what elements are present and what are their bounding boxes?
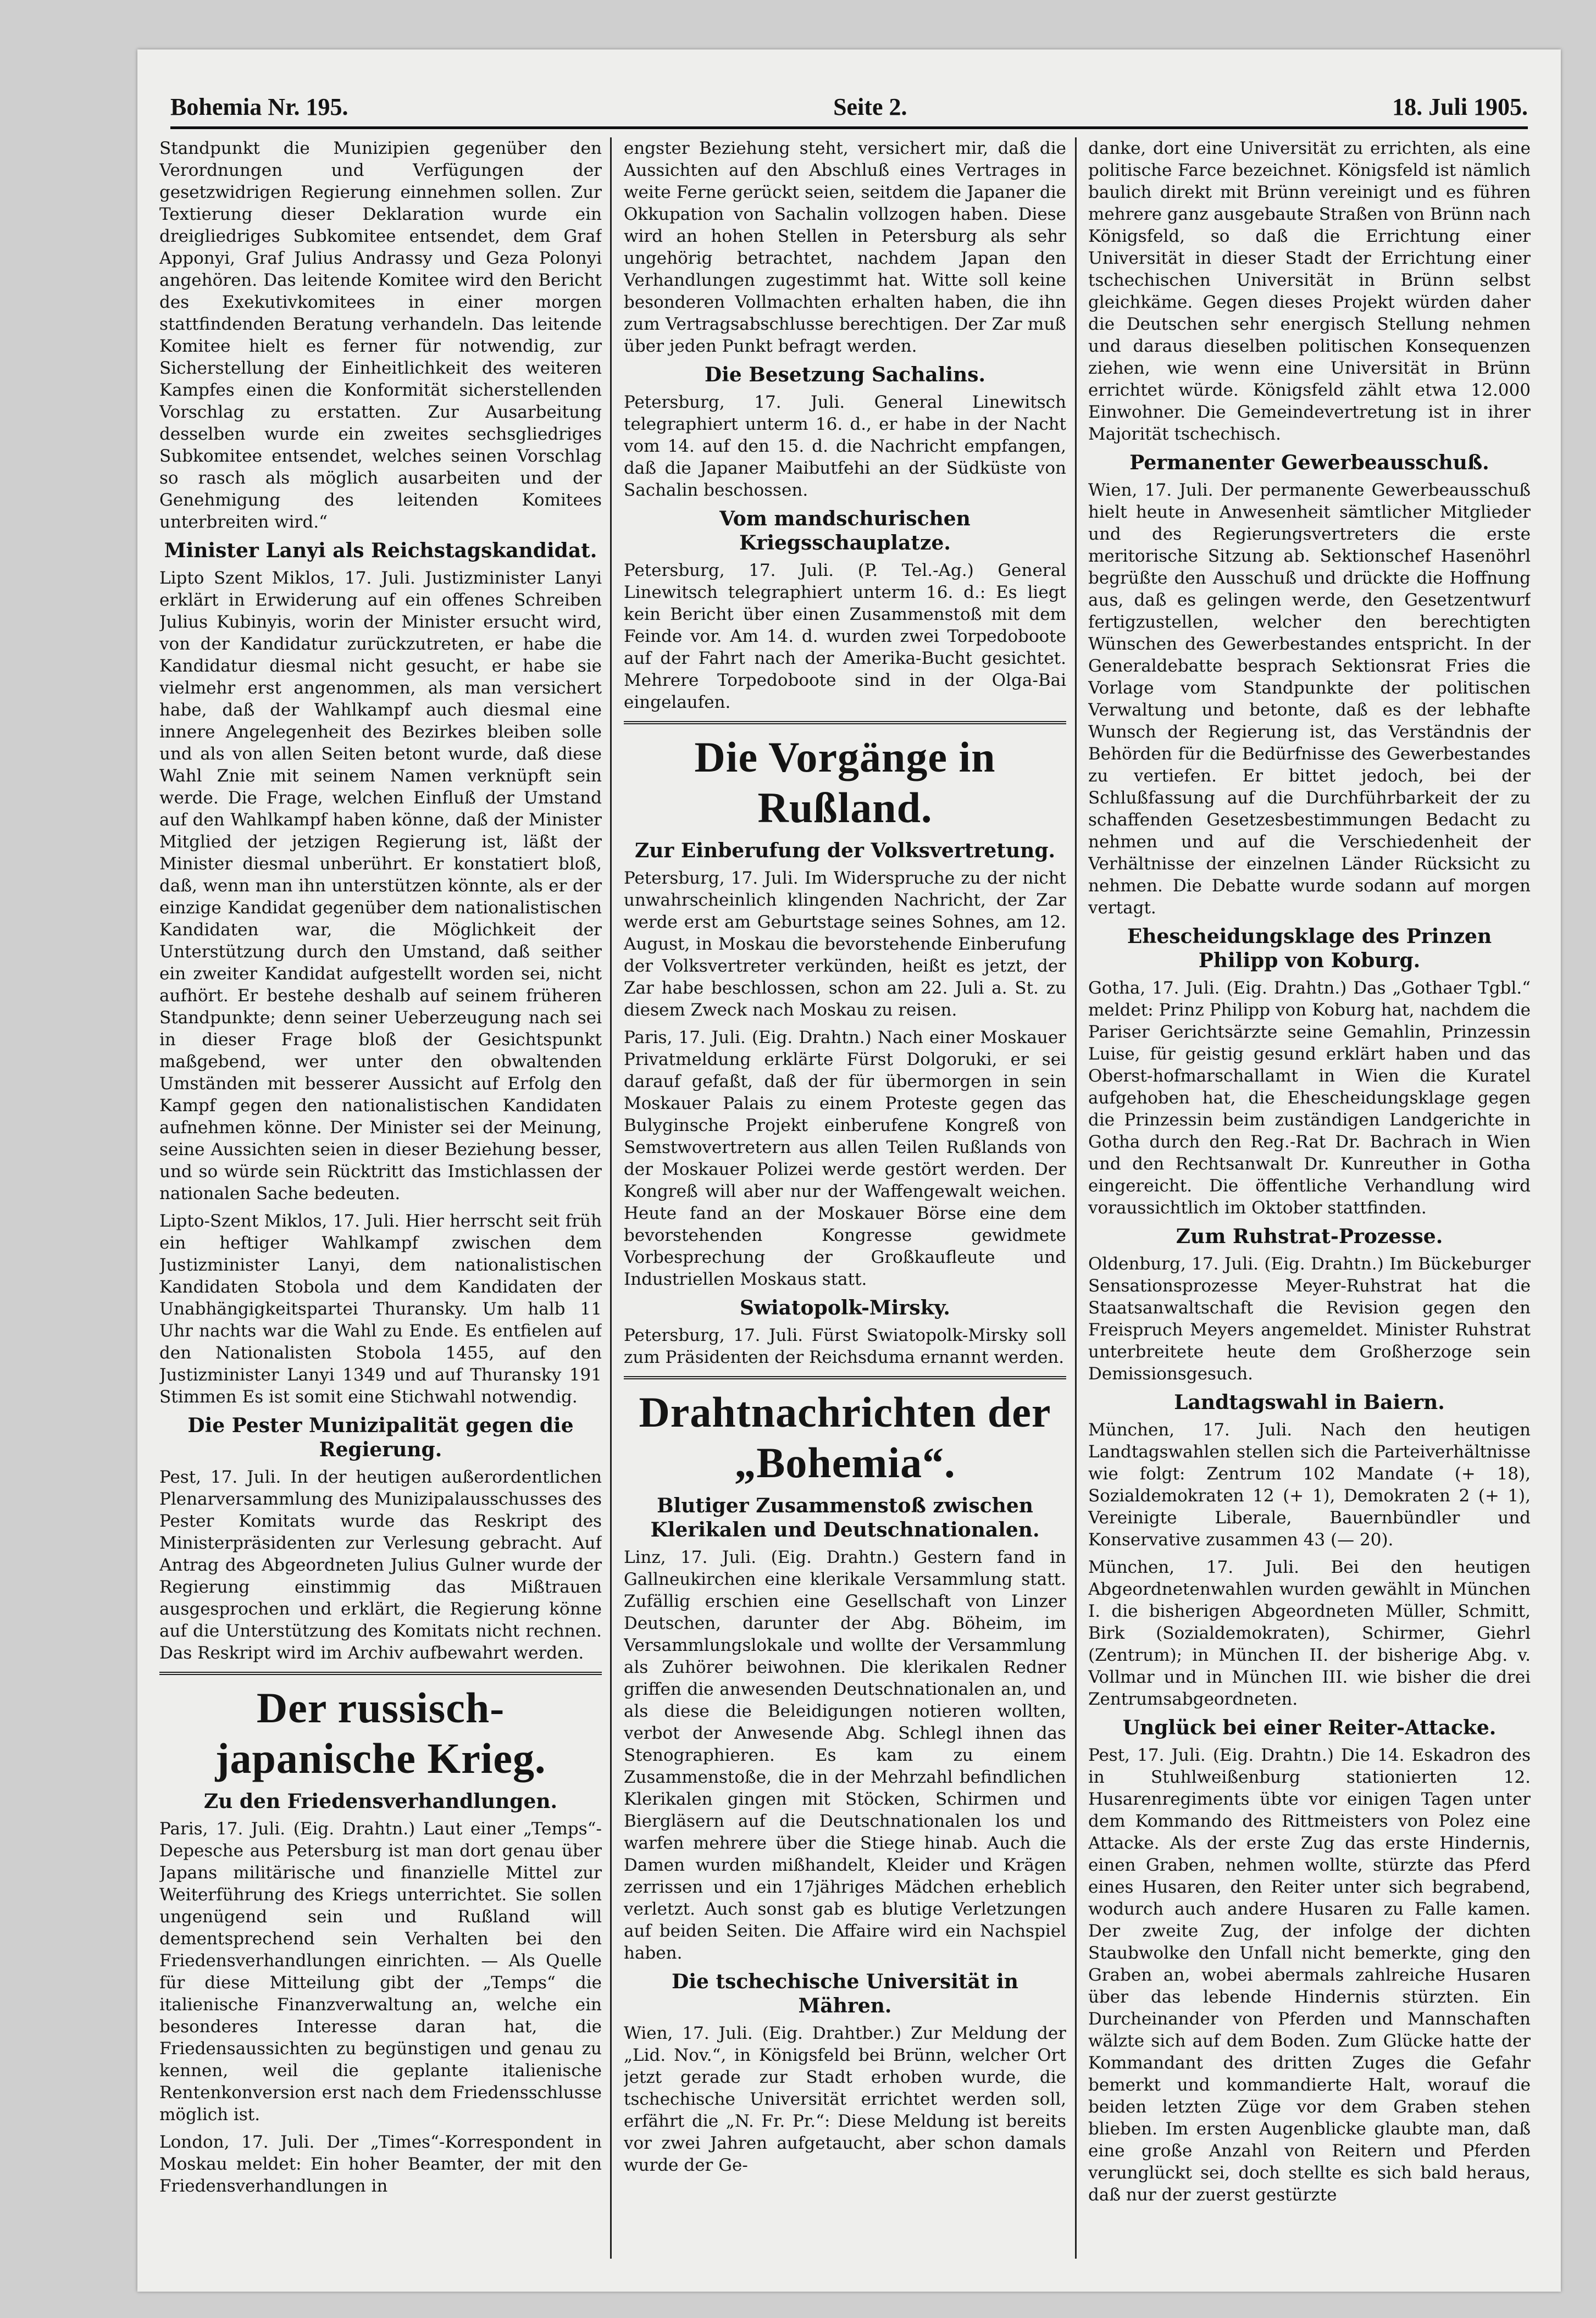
- article-heading: Die Besetzung Sachalins.: [704, 363, 986, 386]
- column-3: [1088, 137, 1531, 2270]
- article-text: Petersburg, 17. Juli. (P. Tel.-Ag.) General Linewitsch telegraphiert unterm 16. d.: Es liegt kein Bericht über einen Zusammenstoß mit dem Feinde vor. Am 14. d. wurden zwei Torpedoboote auf der Fahrt nach der Amerika-Bucht gesichtet. Mehrere Torpedoboote sind in der Olga-Bai eingelaufen.: [624, 561, 1066, 712]
- article-heading: Die Pester Munizipalität gegen die Regierung.: [187, 1414, 574, 1461]
- column-2: [624, 137, 1066, 2270]
- section-heading: Die Vorgänge in Rußland.: [694, 733, 996, 831]
- article-heading: Blutiger Zusammenstoß zwischen Klerikalen und Deutschnationalen.: [650, 1494, 1040, 1541]
- article-text: Petersburg, 17. Juli. General Linewitsch telegraphiert unterm 16. d., er habe in der Nacht vom 14. auf den 15. d. die Nachricht empfangen, daß die Japaner Maibutfehi an der Südküste von Sachalin beschossen.: [624, 392, 1066, 500]
- article-heading: Zu den Friedensverhandlungen.: [203, 1790, 558, 1813]
- article-text: danke, dort eine Universität zu errichten, als eine politische Farce bezeichnet. Königsfeld ist nämlich baulich direkt mit Brünn vereinigt und es führen mehrere ganz ausgebaute Straßen von Brünn nach Königsfeld, so daß die Errichtung einer Universität in dieser Stadt der Errichtung einer tschechischen Universität in Brünn selbst gleichkäme. Gegen dieses Projekt würden daher die Deutschen sehr energisch Stellung nehmen und daraus dieselben politischen Konsequenzen ziehen, wie wenn eine Universität in Brünn errichtet würde. Königsfeld zählt etwa 12.000 Einwohner. Die Gemeindevertretung ist in ihrer Majorität tschechisch.: [1088, 138, 1531, 444]
- article-text: Oldenburg, 17. Juli. (Eig. Drahtn.) Im Bückeburger Sensationsprozesse Meyer-Ruhstrat hat die Staatsanwaltschaft die Revision gegen den Freispruch Meyers angemeldet. Minister Ruhstrat unterbreitete heute dem Großherzoge sein Demissionsgesuch.: [1088, 1254, 1531, 1384]
- article-text: Petersburg, 17. Juli. Im Widerspruche zu der nicht unwahrscheinlich klingenden Nachricht, der Zar werde erst am Geburtstage seines Sohnes, am 12. August, in Moskau die bevorstehende Einberufung der Volksvertreter verkünden, heißt es jetzt, der Zar habe beschlossen, schon am 22. Juli a. St. zu diesem Zweck nach Moskau zu reisen.: [624, 868, 1066, 1020]
- header-issue: Bohemia Nr. 195.: [170, 93, 348, 120]
- article-text: London, 17. Juli. Der „Times“-Korrespondent in Moskau meldet: Ein hoher Beamter, der mit den Friedensverhandlungen in: [159, 2132, 602, 2196]
- article-heading: Zur Einberufung der Volksvertretung.: [634, 839, 1056, 862]
- article-heading: Vom mandschurischen Kriegsschauplatze.: [719, 507, 971, 554]
- article-heading: Unglück bei einer Reiter-Attacke.: [1122, 1716, 1497, 1739]
- section-rule: [159, 1672, 602, 1675]
- section-rule: [624, 721, 1066, 724]
- article-heading: Landtagswahl in Baiern.: [1174, 1391, 1445, 1414]
- article-text: Linz, 17. Juli. (Eig. Drahtn.) Gestern fand in Gallneukirchen eine klerikale Versammlung statt. Zufällig erschien eine Gesellschaft von Linzer Deutschen, darunter der Abg. Böheim, im Versammlungslokale und wollte der Versammlung als Zuhörer beiwohnen. Die klerikalen Redner griffen die anwesenden Deutschnationalen an, und als diese die Beleidigungen notieren wollten, verbot der Anwesende Abg. Schlegl ihnen das Stenographieren. Es kam zu einem Zusammenstoße, die in der Mehrzahl befindlichen Klerikalen gingen mit Stöcken, Schirmen und Biergläsern auf die Deutschnationalen los und warfen mehrere über die Stiege hinab. Auch die Damen wurden mißhandelt, Kleider und Krägen zerrissen und ein 17jähriges Mädchen erheblich verletzt. Auch sonst gab es blutige Verletzungen auf beiden Seiten. Die Affaire wird ein Nachspiel haben.: [624, 1548, 1066, 1963]
- newspaper-page: [137, 49, 1561, 2292]
- column-divider: [1075, 137, 1077, 2259]
- header-page-number: Seite 2.: [833, 93, 907, 120]
- header-date: 18. Juli 1905.: [1392, 93, 1528, 120]
- article-text: Lipto Szent Miklos, 17. Juli. Justizminister Lanyi erklärt in Erwiderung auf ein offenes Schreiben Julius Kubinyis, worin der Minister ersucht wird, von der Kandidatur zurückzutreten, er habe die Kandidatur diesmal nicht gesucht, er habe sie vielmehr erst angenommen, als man versichert habe, daß der Wahlkampf auch diesmal eine innere Angelegenheit des Bezirkes bleiben solle und als von allen Seiten betont wurde, daß diese Wahl Znie mit seinem Namen verknüpft sein werde. Die Frage, welchen Einfluß der Umstand auf den Wahlkampf haben könne, daß der Minister Mitglied der jetzigen Regierung ist, läßt der Minister diesmal unberührt. Er konstatiert bloß, daß, wenn man ihn unterstützen könnte, als er der einzige Kandidat gegenüber dem nationalistischen Kandidaten war, die Möglichkeit der Unterstützung durch den Umstand, daß seither ein zweiter Kandidat aufgestellt worden sei, nicht aufhört. Er bestehe deshalb auf seinem früheren Standpunkte; denn seiner Ueberzeugung nach sei in dieser Frage bloß der Gesichtspunkt maßgebend, wer unter den obwaltenden Umständen mit besserer Aussicht auf Erfolg den Kampf gegen den nationalistischen Kandidaten aufnehmen könne. Der Minister sei der Meinung, seine Aussichten seien in dieser Beziehung besser, und so würde sein Rücktritt das Imstichlassen der nationalen Sache bedeuten.: [159, 568, 602, 1204]
- article-text: Gotha, 17. Juli. (Eig. Drahtn.) Das „Gothaer Tgbl.“ meldet: Prinz Philipp von Koburg hat, nachdem die Pariser Gerichtsärzte seine Gemahlin, Prinzessin Luise, für geistig gesund erklärt haben und das Oberst-hofmarschallamt in Wien die Kuratel aufgehoben hat, die Ehescheidungsklage gegen die Prinzessin beim zuständigen Landgerichte in Gotha durch den Reg.-Rat Dr. Bachrach in Wien und den Rechtsanwalt Dr. Kunreuther in Gotha eingereicht. Die öffentliche Verhandlung wird voraussichtlich im Oktober stattfinden.: [1088, 978, 1531, 1218]
- article-heading: Zum Ruhstrat-Prozesse.: [1176, 1225, 1443, 1248]
- article-heading: Die tschechische Universität in Mähren.: [672, 1970, 1018, 2017]
- article-text: Wien, 17. Juli. Der permanente Gewerbeausschuß hielt heute in Anwesenheit sämtlicher Mitglieder und des Regierungsvertreters die erste meritorische Sitzung ab. Sektionschef Hasenöhrl begrüßte den Ausschuß und drückte die Hoffnung aus, daß es gelingen werde, den Gesetzentwurf fertigzustellen, welcher den berechtigten Wünschen des Gewerbestandes entspricht. In der Generaldebatte besprach Sektionsrat Fries die Vorlage vom Standpunkte der politischen Verwaltung und betonte, daß es der lebhafte Wunsch der Regierung ist, das Verständnis der Behörden für die Bedürfnisse des Gewerbestandes zu vertiefen. Er bittet jedoch, bei der Schlußfassung auf die Durchführbarkeit der zu schaffenden Gesetzesbestimmungen Bedacht zu nehmen und auf die Verschiedenheit der Verhältnisse der einzelnen Länder Rücksicht zu nehmen. Die Debatte wurde sodann auf morgen vertagt.: [1088, 480, 1531, 918]
- section-heading: Der russisch-japanische Krieg.: [215, 1684, 546, 1782]
- article-text: Standpunkt die Munizipien gegenüber den Verordnungen und Verfügungen der gesetzwidrigen Regierung einnehmen sollen. Zur Textierung dieser Deklaration wurde ein dreigliedriges Subkomitee entsendet, dem Graf Apponyi, Graf Julius Andrassy und Geza Polonyi angehören. Das leitende Komitee wird den Bericht des Exekutivkomitees in einer morgen stattfindenden Beratung verhandeln. Das leitende Komitee hielt es ferner für notwendig, zur Sicherstellung der Einheitlichkeit des weiteren Kampfes einen die Konformität sicherstellenden Vorschlag zu erstatten. Zur Ausarbeitung desselben wurde ein zweites sechsgliedriges Subkomitee entsendet, welches seinen Vorschlag so rasch als möglich ausarbeiten und der Genehmigung des leitenden Komitees unterbreiten wird.“: [159, 138, 602, 532]
- article-text: Petersburg, 17. Juli. Fürst Swiatopolk-Mirsky soll zum Präsidenten der Reichsduma ernannt werden.: [624, 1326, 1066, 1367]
- article-text: Lipto-Szent Miklos, 17. Juli. Hier herrscht seit früh ein heftiger Wahlkampf zwischen dem Justizminister Lanyi, dem nationalistischen Kandidaten Stobola und dem Kandidaten der Unabhängigkeitspartei Thuransky. Um halb 11 Uhr nachts war die Wahl zu Ende. Es entfielen auf den Nationalisten Stobola 1455, auf den Justizminister Lanyi 1349 und auf Thuransky 191 Stimmen Es ist somit eine Stichwahl notwendig.: [159, 1211, 602, 1407]
- page-header: [170, 82, 1528, 121]
- article-heading: Permanenter Gewerbeausschuß.: [1129, 451, 1489, 474]
- column-1: [159, 137, 602, 2270]
- article-heading: Swiatopolk-Mirsky.: [740, 1296, 950, 1319]
- article-text: Pest, 17. Juli. (Eig. Drahtn.) Die 14. Eskadron des in Stuhlweißenburg stationierten 12. Husarenregiments übte vor einigen Tagen unter dem Kommando des Rittmeisters von Polez eine Attacke. Als der erste Zug das erste Hindernis, einen Graben, nehmen wollte, stürzte das Pferd eines Husaren, den Reiter unter sich begrabend, wodurch auch andere Husaren zu Falle kamen. Der zweite Zug, der infolge der dichten Staubwolke den Unfall nicht bemerkte, ging den Graben an, wobei abermals zahlreiche Husaren über das lebende Hindernis stürzten. Ein Durcheinander von Pferden und Mannschaften wälzte sich auf dem Boden. Zum Glücke hatte der Kommandant des dritten Zuges die Gefahr bemerkt und kommandierte Halt, worauf die beiden letzten Züge vor dem Graben stehen blieben. Im ersten Augenblicke glaubte man, daß eine große Anzahl von Reitern und Pferden verunglückt sei, doch stellte es sich bald heraus, daß nur der zuerst gestürzte: [1088, 1745, 1531, 2205]
- article-text: München, 17. Juli. Nach den heutigen Landtagswahlen stellen sich die Parteiverhältnisse wie folgt: Zentrum 102 Mandate (+ 18), Sozialdemokraten 12 (+ 1), Demokraten 2 (+ 1), Vereinigte Liberale, Bauernbündler und Konservative zusammen 43 (— 20).: [1088, 1420, 1531, 1550]
- section-heading: Drahtnachrichten der „Bohemia“.: [639, 1388, 1051, 1487]
- header-rule: [170, 126, 1528, 129]
- column-divider: [610, 137, 612, 2259]
- article-text: Paris, 17. Juli. (Eig. Drahtn.) Laut einer „Temps“-Depesche aus Petersburg ist man dort genau über Japans militärische und finanzielle Mittel zur Weiterführung des Kriegs unterrichtet. Sie sollen ungenügend sein und Rußland will dementsprechend sein Verhalten bei den Friedensverhandlungen einrichten. — Als Quelle für diese Mitteilung gibt der „Temps“ die italienische Finanzverwaltung an, welche ein besonderes Interesse daran hat, die Friedensaussichten zu begünstigen und genau zu kennen, weil die geplante italienische Rentenkonversion erst nach dem Friedensschlusse möglich ist.: [159, 1819, 602, 2125]
- article-text: Wien, 17. Juli. (Eig. Drahtber.) Zur Meldung der „Lid. Nov.“, in Königsfeld bei Brünn, welcher Ort jetzt gerade zur Stadt erhoben wurde, die tschechische Universität errichtet werden soll, erfährt die „N. Fr. Pr.“: Diese Meldung ist bereits vor zwei Jahren aufgetaucht, aber schon damals wurde der Ge-: [624, 2023, 1066, 2175]
- section-rule: [624, 1376, 1066, 1379]
- article-heading: Ehescheidungsklage des Prinzen Philipp von Koburg.: [1127, 925, 1492, 972]
- article-text: engster Beziehung steht, versichert mir, daß die Aussichten auf den Abschluß eines Vertrages in weite Ferne gerückt seien, seitdem die Japaner die Okkupation von Sachalin vollzogen haben. Diese wird an hohen Stellen in Petersburg als sehr ungehörig betrachtet, nachdem Japan den Verhandlungen zugestimmt hat. Witte soll keine besonderen Vollmachten erhalten haben, die ihn zum Vertragsabschlusse berechtigen. Der Zar muß über jeden Punkt befragt werden.: [624, 138, 1066, 356]
- article-text: Pest, 17. Juli. In der heutigen außerordentlichen Plenarversammlung des Munizipalausschusses des Pester Komitats wurde das Reskript des Ministerpräsidenten zur Verlesung gebracht. Auf Antrag des Abgeordneten Julius Gulner wurde der Regierung einstimmig das Mißtrauen ausgesprochen und erklärt, die Regierung könne auf die Unterstützung des Komitats nicht rechnen. Das Reskript wird im Archiv aufbewahrt werden.: [159, 1467, 602, 1663]
- article-heading: Minister Lanyi als Reichstagskandidat.: [164, 539, 597, 562]
- article-text: München, 17. Juli. Bei den heutigen Abgeordnetenwahlen wurden gewählt in München I. die bisherigen Abgeordneten Müller, Schmitt, Birk (Sozialdemokraten), Schirmer, Giehrl (Zentrum); in München II. der bisherige Abg. v. Vollmar und in München III. wie bisher die drei Zentrumsabgeordneten.: [1088, 1557, 1531, 1709]
- article-text: Paris, 17. Juli. (Eig. Drahtn.) Nach einer Moskauer Privatmeldung erklärte Fürst Dolgoruki, er sei darauf gefaßt, daß der für übermorgen in sein Moskauer Palais zu einem Proteste gegen das Bulyginsche Projekt einberufene Kongreß von Semstwovertretern aus allen Teilen Rußlands von der Moskauer Polizei werde gestört werden. Der Kongreß will aber nur der Waffengewalt weichen. Heute fand an der Moskauer Börse eine dem bevorstehenden Kongresse gewidmete Vorbesprechung der Großkaufleute und Industriellen Moskaus statt.: [624, 1028, 1066, 1289]
